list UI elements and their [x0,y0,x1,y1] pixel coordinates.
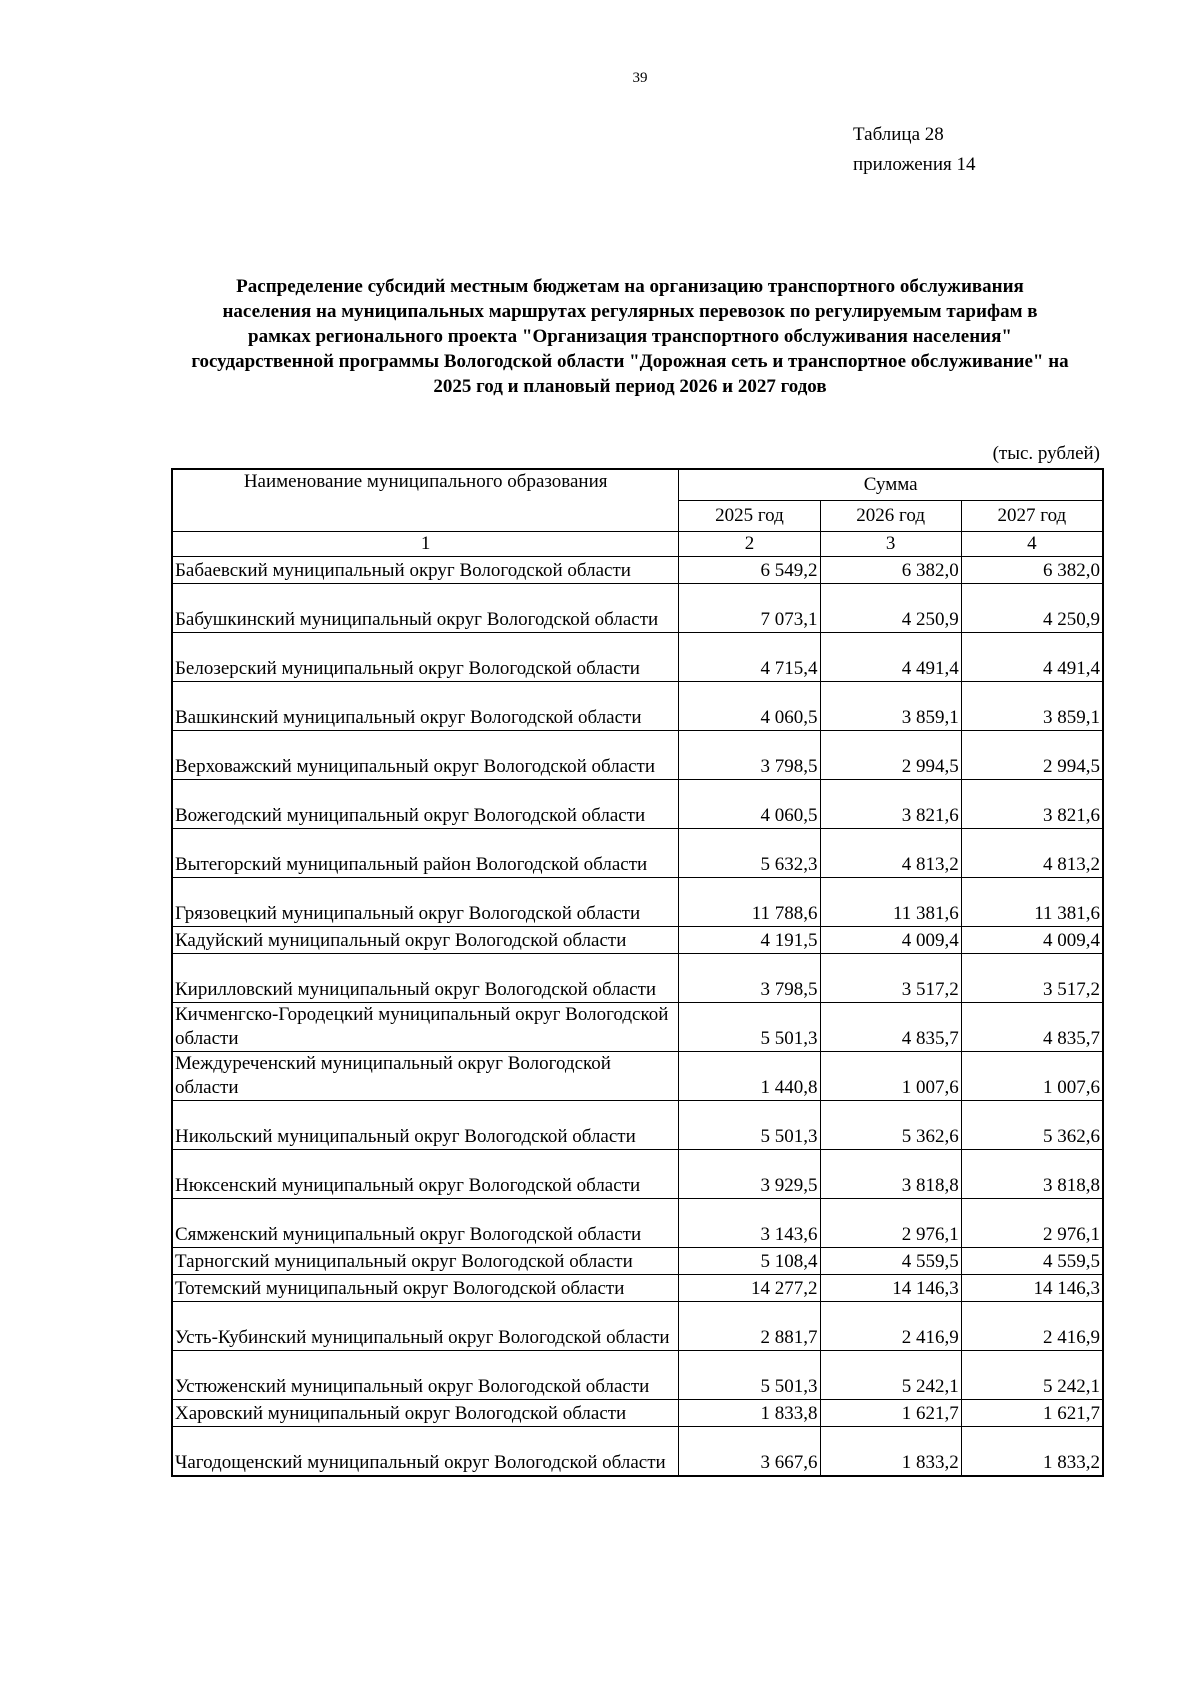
municipality-name: Верховажский муниципальный округ Вологодской области [172,731,679,780]
table-row [172,878,1103,927]
value-2025: 5 501,3 [679,1003,820,1052]
municipality-name: Вашкинский муниципальный округ Вологодской области [172,682,679,731]
value-2027: 3 821,6 [961,780,1103,829]
table-row [172,1248,1103,1275]
municipality-name: Вожегодский муниципальный округ Вологодской области [172,780,679,829]
value-2027: 3 859,1 [961,682,1103,731]
value-2026: 5 362,6 [820,1101,961,1150]
municipality-name: Кадуйский муниципальный округ Вологодской области [172,927,679,954]
municipality-name: Сямженский муниципальный округ Вологодской области [172,1199,679,1248]
table-row [172,731,1103,780]
municipality-name: Грязовецкий муниципальный округ Вологодской области [172,878,679,927]
value-2025: 2 881,7 [679,1302,820,1351]
municipality-name: Харовский муниципальный округ Вологодской области [172,1400,679,1427]
municipality-name: Вытегорский муниципальный район Вологодской области [172,829,679,878]
value-2026: 3 821,6 [820,780,961,829]
value-2027: 4 559,5 [961,1248,1103,1275]
table-row [172,954,1103,1003]
value-2027: 2 976,1 [961,1199,1103,1248]
value-2025: 3 798,5 [679,731,820,780]
value-2027: 2 416,9 [961,1302,1103,1351]
value-2025: 3 798,5 [679,954,820,1003]
value-2025: 5 108,4 [679,1248,820,1275]
table-row [172,829,1103,878]
value-2027: 11 381,6 [961,878,1103,927]
value-2025: 5 501,3 [679,1101,820,1150]
header-year-2027: 2027 год [961,501,1103,532]
municipality-name: Усть-Кубинский муниципальный округ Вологодской области [172,1302,679,1351]
value-2027: 5 362,6 [961,1101,1103,1150]
value-2025: 4 715,4 [679,633,820,682]
value-2026: 1 621,7 [820,1400,961,1427]
value-2026: 4 559,5 [820,1248,961,1275]
value-2027: 4 250,9 [961,584,1103,633]
value-2027: 2 994,5 [961,731,1103,780]
value-2027: 1 833,2 [961,1427,1103,1477]
value-2025: 5 501,3 [679,1351,820,1400]
value-2025: 14 277,2 [679,1275,820,1302]
column-index: 4 [961,532,1103,557]
value-2025: 4 060,5 [679,682,820,731]
municipality-name: Кирилловский муниципальный округ Вологодской области [172,954,679,1003]
value-2026: 3 517,2 [820,954,961,1003]
value-2026: 2 416,9 [820,1302,961,1351]
value-2027: 4 009,4 [961,927,1103,954]
column-index: 1 [172,532,679,557]
value-2027: 1 007,6 [961,1052,1103,1101]
value-2025: 3 667,6 [679,1427,820,1477]
value-2026: 1 007,6 [820,1052,961,1101]
table-row [172,557,1103,584]
value-2027: 5 242,1 [961,1351,1103,1400]
header-municipality: Наименование муниципального образования [172,469,679,532]
municipality-name: Кичменгско-Городецкий муниципальный округ Вологодской области [172,1003,679,1052]
value-2026: 14 146,3 [820,1275,961,1302]
municipality-name: Белозерский муниципальный округ Вологодской области [172,633,679,682]
table-row [172,927,1103,954]
table-row [172,633,1103,682]
value-2025: 1 833,8 [679,1400,820,1427]
units-label: (тыс. рублей) [992,443,1100,464]
value-2026: 4 009,4 [820,927,961,954]
value-2026: 4 491,4 [820,633,961,682]
table-ref-line1: Таблица 28 [853,124,944,145]
value-2026: 4 835,7 [820,1003,961,1052]
table-row [172,1003,1103,1052]
table-row [172,1052,1103,1101]
table-body [172,557,1103,1477]
table-row [172,1101,1103,1150]
municipality-name: Бабушкинский муниципальный округ Вологодской области [172,584,679,633]
municipality-name: Тарногский муниципальный округ Вологодской области [172,1248,679,1275]
municipality-name: Бабаевский муниципальный округ Вологодской области [172,557,679,584]
municipality-name: Нюксенский муниципальный округ Вологодской области [172,1150,679,1199]
value-2027: 14 146,3 [961,1275,1103,1302]
municipality-name: Чагодощенский муниципальный округ Вологодской области [172,1427,679,1477]
value-2025: 6 549,2 [679,557,820,584]
value-2027: 6 382,0 [961,557,1103,584]
table-reference [853,120,975,180]
table-row [172,780,1103,829]
value-2027: 4 835,7 [961,1003,1103,1052]
subsidy-table [171,468,1104,1477]
table-row [172,682,1103,731]
table-row [172,584,1103,633]
value-2025: 11 788,6 [679,878,820,927]
value-2026: 5 242,1 [820,1351,961,1400]
column-index: 3 [820,532,961,557]
value-2026: 1 833,2 [820,1427,961,1477]
table-row [172,1427,1103,1477]
value-2027: 1 621,7 [961,1400,1103,1427]
table-row [172,1150,1103,1199]
value-2026: 3 859,1 [820,682,961,731]
value-2026: 6 382,0 [820,557,961,584]
value-2027: 3 517,2 [961,954,1103,1003]
value-2025: 3 929,5 [679,1150,820,1199]
municipality-name: Тотемский муниципальный округ Вологодской области [172,1275,679,1302]
value-2026: 4 813,2 [820,829,961,878]
municipality-name: Устюженский муниципальный округ Вологодской области [172,1351,679,1400]
municipality-name: Никольский муниципальный округ Вологодской области [172,1101,679,1150]
table-row [172,1351,1103,1400]
value-2027: 4 491,4 [961,633,1103,682]
value-2026: 2 976,1 [820,1199,961,1248]
table-ref-line2: приложения 14 [853,154,976,175]
value-2025: 4 191,5 [679,927,820,954]
value-2025: 1 440,8 [679,1052,820,1101]
value-2027: 4 813,2 [961,829,1103,878]
header-year-2025: 2025 год [679,501,820,532]
value-2025: 3 143,6 [679,1199,820,1248]
value-2026: 11 381,6 [820,878,961,927]
column-index-row [172,532,1103,557]
value-2027: 3 818,8 [961,1150,1103,1199]
page-number: 39 [632,70,648,86]
value-2025: 5 632,3 [679,829,820,878]
table-row [172,1400,1103,1427]
value-2025: 7 073,1 [679,584,820,633]
header-sum: Сумма [679,469,1103,501]
column-index: 2 [679,532,820,557]
header-year-2026: 2026 год [820,501,961,532]
value-2025: 4 060,5 [679,780,820,829]
table-row [172,1275,1103,1302]
table-row [172,1199,1103,1248]
value-2026: 2 994,5 [820,731,961,780]
value-2026: 4 250,9 [820,584,961,633]
document-title: Распределение субсидий местным бюджетам на организацию транспортного обслуживания населения на муниципальных маршрутах регулярных перевозок по регулируемым тарифам в рамках регионального проекта "Организация транспортного обслуживания населения" государственной программы Вологодской области "Дорожная сеть и транспортное обслуживание" на 2025 год и плановый период 2026 и 2027 годов [191,276,1069,397]
value-2026: 3 818,8 [820,1150,961,1199]
municipality-name: Междуреченский муниципальный округ Вологодской области [172,1052,679,1101]
table-row [172,1302,1103,1351]
